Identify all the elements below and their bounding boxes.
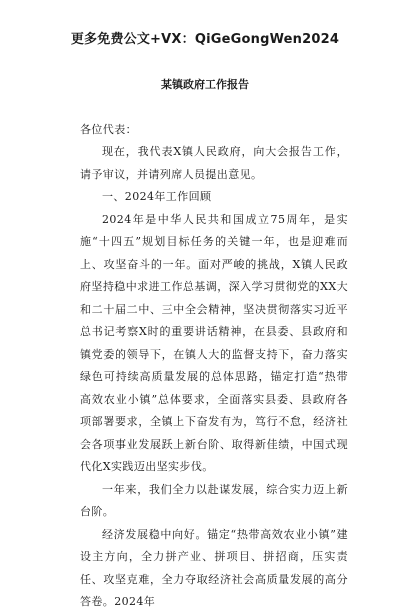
paragraph-review: 2024年是中华人民共和国成立75周年，是实施“十四五”规划目标任务的关键一年，也是迎难而上、攻坚奋斗的一年。面对严峻的挑战，X镇人民政府坚持稳中求进工作总基调，深入学习贯彻党的XX大和二十届二中、三中全会精神，坚决贯彻落实习近平总书记考察X时的重要讲话精神，在县委、县政府和镇党委的领导下，在镇人大的监督支持下，奋力落实绿色可持续高质量发展的总体思路，锚定打造“热带高效农业小镇”总体要求，全面落实县委、县政府各项部署要求，全镇上下奋发有为，笃行不怠，经济社会各项事业发展跃上新台阶、取得新佳绩，中国式现代化X实践迈出坚实步伐。 xyxy=(80,212,348,473)
paragraph-intro: 现在，我代表X镇人民政府，向大会报告工作，请予审议，并请列席人员提出意见。 xyxy=(80,145,348,181)
document-title: 某镇政府工作报告 xyxy=(161,78,249,91)
document-body xyxy=(80,141,348,614)
section-heading: 一、2024年工作回顾 xyxy=(102,190,212,203)
salutation: 各位代表： xyxy=(80,123,137,136)
paragraph-summary: 一年来，我们全力以赴谋发展，综合实力迈上新台阶。 xyxy=(80,482,348,518)
paragraph-economy: 经济发展稳中向好。锚定“热带高效农业小镇”建设主方向，全力拼产业、拼项目、拼招商，压实责任、攻坚克难，全力夺取经济社会高质量发展的高分答卷。2024年 xyxy=(80,527,348,608)
promo-banner: 更多免费公文+VX：QiGeGongWen2024 xyxy=(70,32,340,47)
